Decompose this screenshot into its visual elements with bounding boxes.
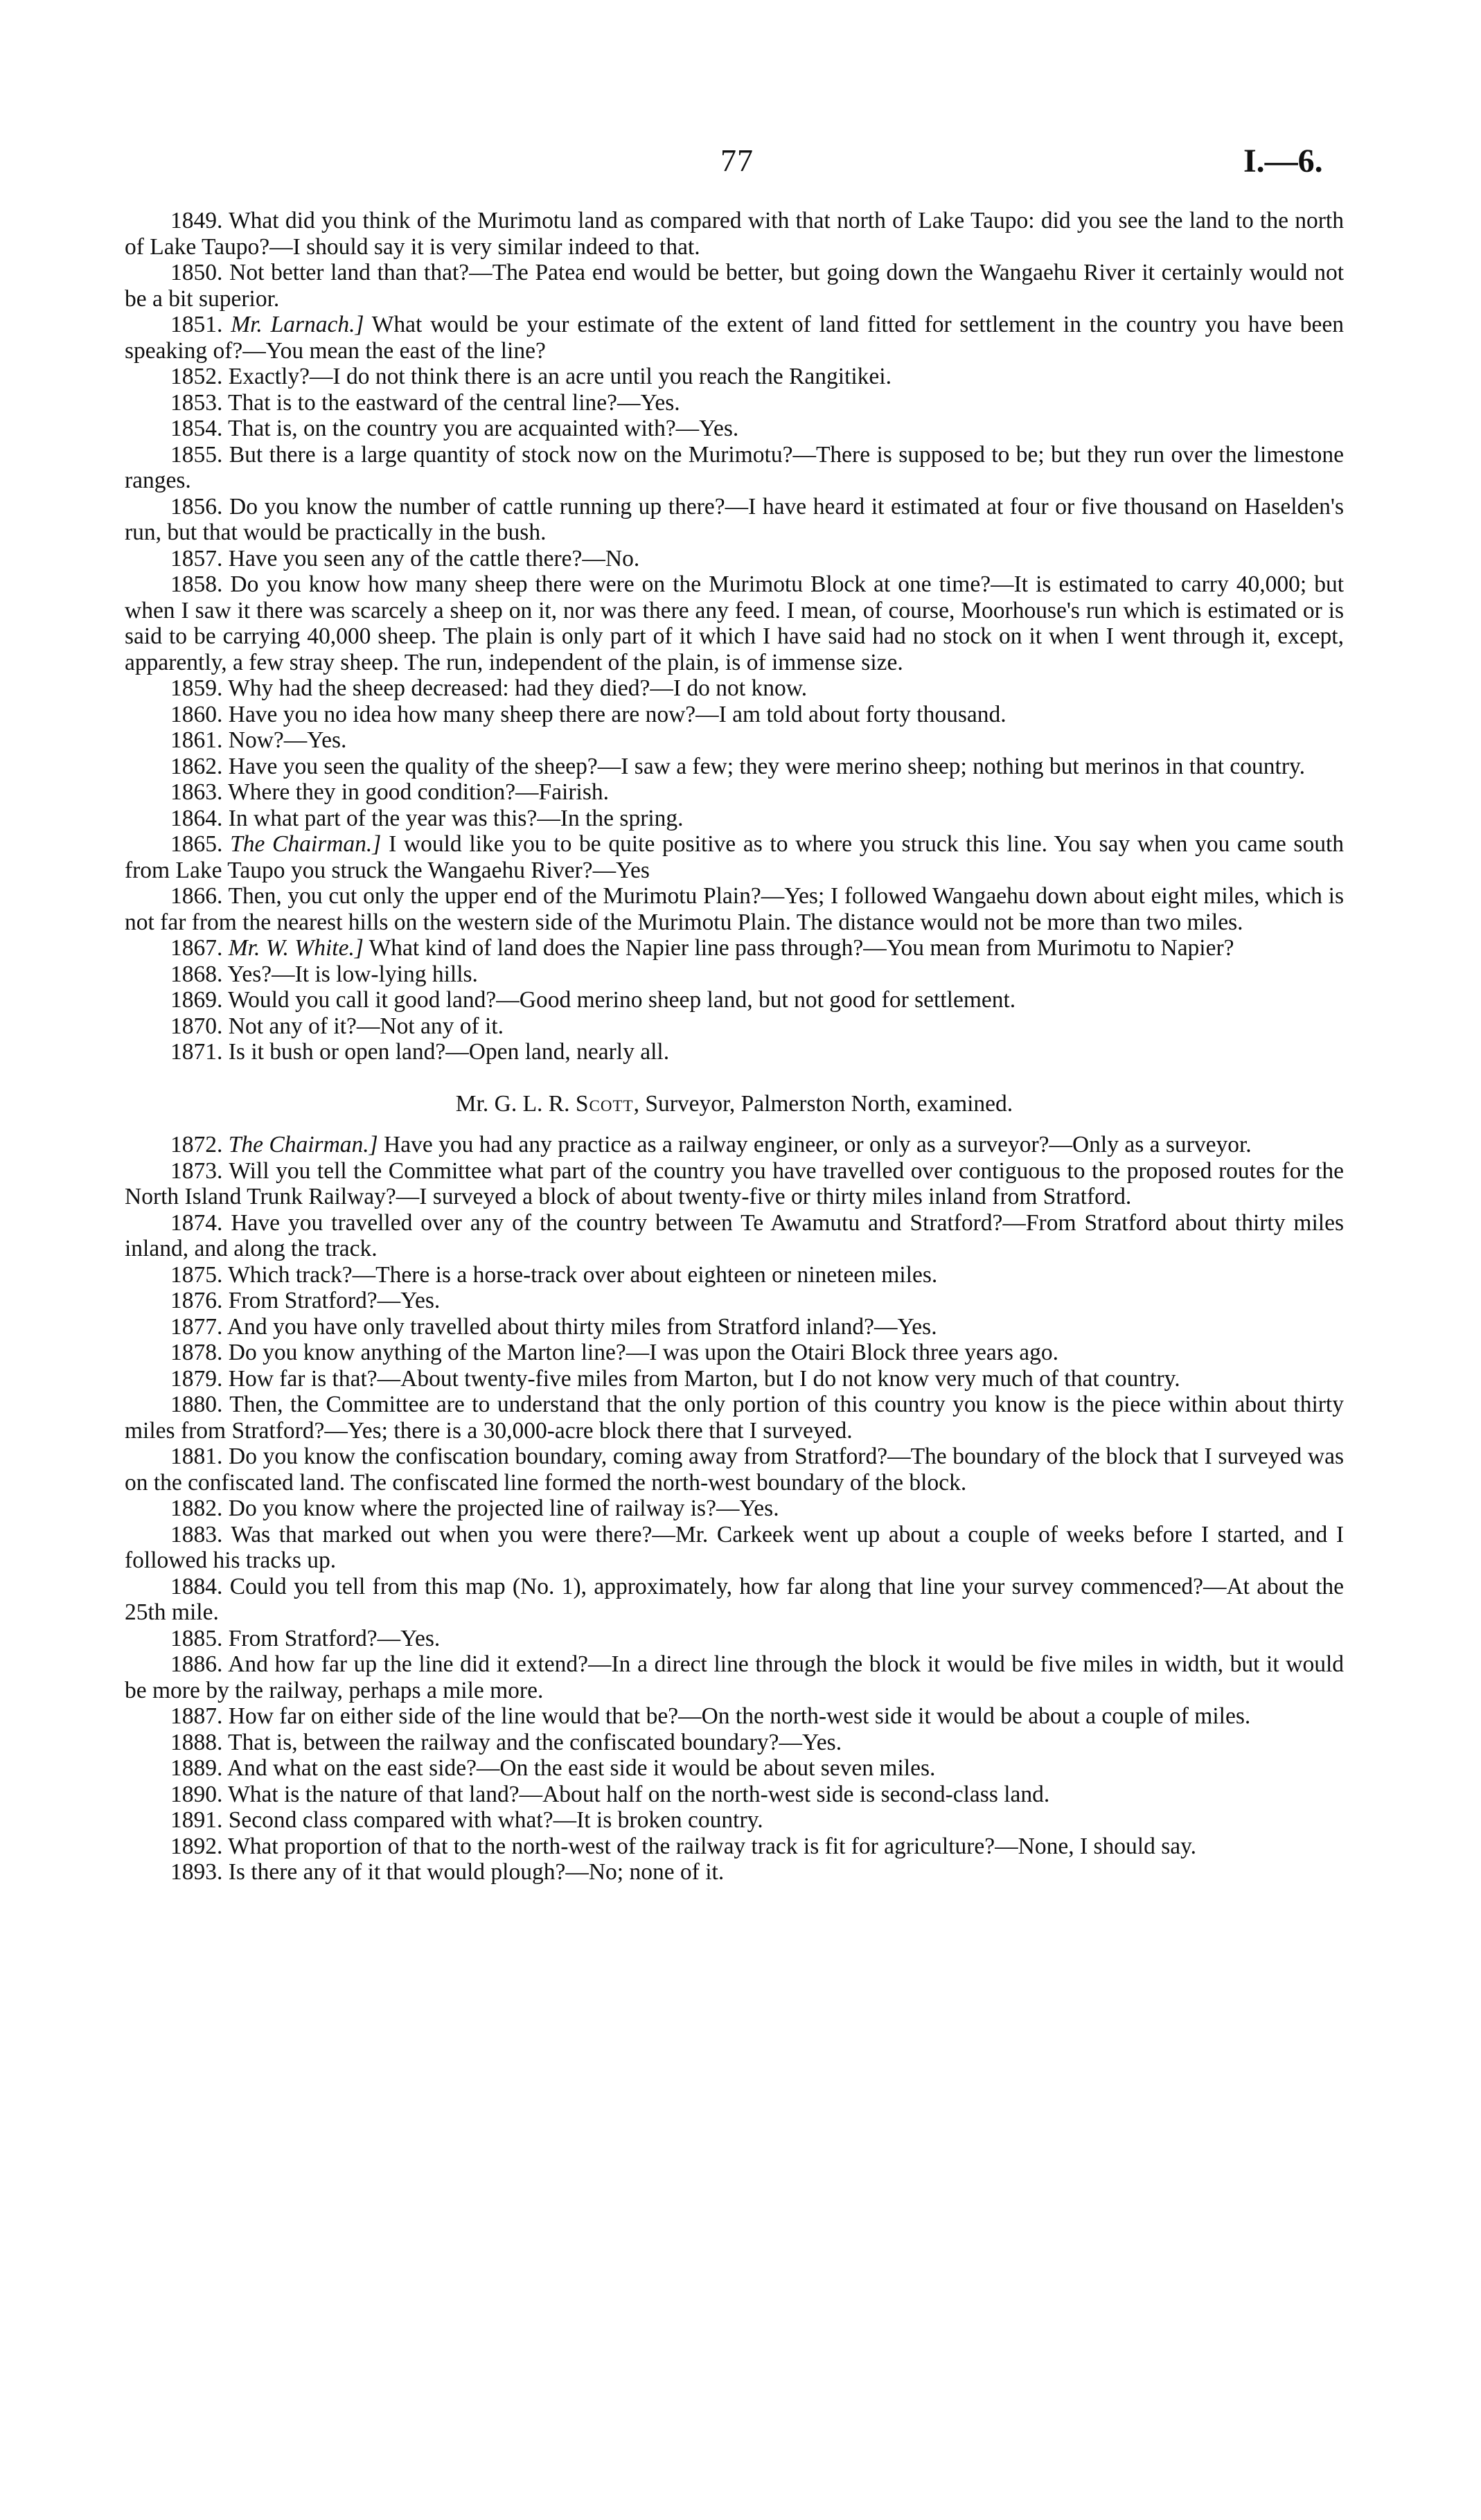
question-paragraph (125, 1314, 1344, 1340)
question-text: Do you know where the projected line of railway is?—Yes. (228, 1496, 779, 1521)
question-text: From Stratford?—Yes. (228, 1625, 441, 1651)
question-text: Now?—Yes. (228, 727, 347, 753)
question-text: That is to the eastward of the central line?—Yes. (228, 389, 680, 416)
question-number: 1884. (170, 1573, 223, 1599)
question-number: 1889. (170, 1755, 223, 1781)
witness-name: Scott (575, 1090, 634, 1117)
question-text: Have you travelled over any of the country between Te Awamutu and Stratford?—From Stratford about thirty miles inland, and along the track. (125, 1209, 1344, 1261)
question-text: Was that marked out when you were there?—Mr. Carkeek went up about a couple of weeks before I started, and I followed his tracks up. (125, 1521, 1344, 1573)
question-text: Do you know the confiscation boundary, coming away from Stratford?—The boundary of the block that I surveyed was on the confiscated land. The confiscated line formed the north-west boundary of the block. (125, 1444, 1345, 1496)
question-text: Is it bush or open land?—Open land, nearly all. (228, 1039, 670, 1065)
question-paragraph (125, 1496, 1344, 1522)
question-text: How far on either side of the line would that be?—On the north-west side it would be about a couple of miles. (228, 1703, 1251, 1729)
speaker-name: The Chairman.] (228, 1132, 378, 1157)
question-number: 1854. (170, 416, 223, 441)
question-number: 1887. (170, 1703, 223, 1729)
question-paragraph (125, 987, 1344, 1013)
witness-heading (125, 1091, 1344, 1117)
question-text: Have you seen any of the cattle there?—No. (228, 545, 640, 571)
question-number: 1867. (170, 935, 223, 961)
question-paragraph (125, 831, 1344, 883)
question-number: 1883. (170, 1521, 223, 1547)
witness-heading-suffix: , Surveyor, Palmerston North, examined. (633, 1090, 1013, 1117)
question-number: 1860. (170, 701, 223, 727)
question-number: 1879. (170, 1365, 223, 1392)
question-paragraph (125, 1392, 1344, 1444)
question-text: How far is that?—About twenty-five miles from Marton, but I do not know very much of that country. (228, 1365, 1180, 1392)
question-text: From Stratford?—Yes. (228, 1288, 441, 1313)
question-paragraph (125, 1782, 1344, 1808)
question-paragraph (125, 1013, 1344, 1040)
question-text: Have you seen the quality of the sheep?—I saw a few; they were merino sheep; nothing but merinos in that country. (228, 753, 1305, 779)
question-paragraph (125, 546, 1344, 572)
question-paragraph (125, 1626, 1344, 1652)
question-paragraph (125, 1444, 1344, 1496)
question-text: What would be your estimate of the extent of land fitted for settlement in the country you have been speaking of?—You mean the east of the line? (125, 312, 1344, 364)
question-number: 1877. (170, 1313, 223, 1340)
question-text: What did you think of the Murimotu land as compared with that north of Lake Taupo: did you see the land to the north of Lake Taupo?—I should say it is very similar indeed to that. (125, 208, 1344, 260)
question-number: 1870. (170, 1013, 223, 1039)
question-text: Have you no idea how many sheep there are now?—I am told about forty thousand. (228, 701, 1006, 727)
question-paragraph (125, 442, 1344, 494)
question-number: 1872. (170, 1132, 223, 1157)
question-paragraph (125, 1522, 1344, 1574)
question-text: Exactly?—I do not think there is an acre until you reach the Rangitikei. (228, 364, 892, 389)
question-text: Is there any of it that would plough?—No; none of it. (228, 1859, 725, 1885)
question-paragraph (125, 1132, 1344, 1158)
witness-heading-prefix: Mr. G. L. R. (455, 1090, 576, 1117)
question-number: 1851. (170, 312, 223, 337)
question-number: 1876. (170, 1288, 223, 1313)
question-number: 1893. (170, 1859, 223, 1885)
question-number: 1882. (170, 1496, 223, 1521)
question-number: 1859. (170, 675, 223, 701)
question-number: 1878. (170, 1340, 223, 1365)
question-paragraph (125, 961, 1344, 988)
question-text: And you have only travelled about thirty miles from Stratford inland?—Yes. (227, 1313, 937, 1340)
question-paragraph (125, 1703, 1344, 1730)
question-number: 1892. (170, 1833, 223, 1859)
question-paragraph (125, 1807, 1344, 1834)
question-text: Then, the Committee are to understand that the only portion of this country you know is the piece within about thirty miles from Stratford?—Yes; there is a 30,000-acre block there that I surveyed. (125, 1392, 1344, 1444)
question-paragraph (125, 571, 1344, 675)
question-text: Which track?—There is a horse-track over about eighteen or nineteen miles. (228, 1261, 938, 1288)
question-text: Where they in good condition?—Fairish. (228, 779, 609, 805)
question-number: 1855. (170, 441, 223, 468)
question-paragraph (125, 1834, 1344, 1860)
question-text: Will you tell the Committee what part of the country you have travelled over contiguous to the proposed routes for the North Island Trunk Railway?—I surveyed a block of about twenty-five or thirty miles inland from Stratford. (125, 1157, 1344, 1209)
question-number: 1886. (170, 1651, 223, 1677)
question-text: Yes?—It is low-lying hills. (227, 961, 478, 987)
question-paragraph (125, 1651, 1344, 1703)
question-paragraph (125, 806, 1344, 832)
question-paragraph (125, 208, 1344, 260)
question-text: Do you know anything of the Marton line?—I was upon the Otairi Block three years ago. (228, 1340, 1059, 1365)
question-text: Second class compared with what?—It is broken country. (228, 1807, 763, 1833)
question-paragraph (125, 1340, 1344, 1366)
question-paragraph (125, 702, 1344, 728)
question-text: But there is a large quantity of stock now on the Murimotu?—There is supposed to be; but they run over the limestone ranges. (125, 441, 1345, 493)
question-text: In what part of the year was this?—In the spring. (228, 805, 684, 831)
question-paragraph (125, 1574, 1344, 1626)
document-body (125, 208, 1344, 1885)
question-number: 1858. (170, 571, 223, 597)
question-number: 1875. (170, 1261, 223, 1288)
question-paragraph (125, 1755, 1344, 1782)
question-number: 1866. (170, 883, 223, 909)
question-number: 1869. (170, 987, 223, 1013)
question-text: Not any of it?—Not any of it. (228, 1013, 504, 1039)
question-text: And how far up the line did it extend?—In a direct line through the block it would be five miles in width, but it would be more by the railway, perhaps a mile more. (125, 1651, 1345, 1703)
question-number: 1861. (170, 727, 223, 753)
question-number: 1873. (170, 1157, 223, 1184)
question-number: 1891. (170, 1807, 223, 1833)
question-number: 1857. (170, 545, 223, 571)
question-paragraph (125, 1859, 1344, 1885)
question-number: 1850. (170, 260, 223, 285)
question-number: 1890. (170, 1781, 223, 1807)
question-paragraph (125, 1158, 1344, 1210)
question-text: What kind of land does the Napier line pass through?—You mean from Murimotu to Napier? (369, 935, 1234, 961)
question-paragraph (125, 312, 1344, 364)
question-paragraph (125, 727, 1344, 754)
question-text: Why had the sheep decreased: had they died?—I do not know. (228, 675, 808, 701)
question-number: 1865. (170, 831, 223, 857)
question-paragraph (125, 260, 1344, 312)
testimony-part-1 (125, 208, 1344, 1065)
page-number: 77 (720, 143, 754, 178)
question-number: 1862. (170, 753, 223, 779)
question-number: 1863. (170, 779, 223, 805)
question-number: 1868. (170, 961, 223, 987)
question-text: I would like you to be quite positive as to where you struck this line. You say when you came south from Lake Taupo you struck the Wangaehu River?—Yes (125, 831, 1345, 883)
question-number: 1856. (170, 493, 223, 520)
question-paragraph (125, 1039, 1344, 1065)
question-paragraph (125, 1262, 1344, 1288)
question-paragraph (125, 935, 1344, 961)
question-paragraph (125, 675, 1344, 702)
question-text: Would you call it good land?—Good merino sheep land, but not good for settlement. (228, 987, 1016, 1013)
question-text: Could you tell from this map (No. 1), approximately, how far along that line your survey commenced?—At about the 25th mile. (125, 1573, 1344, 1625)
question-number: 1871. (170, 1039, 223, 1065)
question-paragraph (125, 390, 1344, 416)
question-number: 1888. (170, 1729, 223, 1755)
question-text: That is, on the country you are acquainted with?—Yes. (228, 416, 739, 441)
question-text: Do you know the number of cattle running up there?—I have heard it estimated at four or five thousand on Haselden's run, but that would be practically in the bush. (125, 493, 1345, 545)
question-paragraph (125, 883, 1344, 935)
question-number: 1885. (170, 1625, 223, 1651)
question-text: Then, you cut only the upper end of the Murimotu Plain?—Yes; I followed Wangaehu down about eight miles, which is not far from the nearest hills on the western side of the Murimotu Plain. The distance would not be more than two miles. (125, 883, 1344, 935)
question-number: 1853. (170, 389, 223, 416)
question-paragraph (125, 1366, 1344, 1392)
question-text: What proportion of that to the north-west of the railway track is fit for agriculture?—None, I should say. (228, 1833, 1197, 1859)
question-number: 1881. (170, 1444, 223, 1469)
question-text: And what on the east side?—On the east side it would be about seven miles. (227, 1755, 936, 1781)
question-text: Do you know how many sheep there were on the Murimotu Block at one time?—It is estimated to carry 40,000; but when I saw it there was scarcely a sheep on it, nor was there any feed. I mean, of course, Moorhouse's run which is estimated or is said to be carrying 40,000 sheep. The plain is only part of it which I have said had no stock on it when I went through it, except, apparently, a few stray sheep. The run, independent of the plain, is of immense size. (125, 571, 1345, 675)
testimony-part-2 (125, 1132, 1344, 1885)
speaker-name: The Chairman.] (230, 831, 382, 857)
question-text: Have you had any practice as a railway engineer, or only as a surveyor?—Only as a surveyor. (384, 1132, 1252, 1157)
question-paragraph (125, 779, 1344, 806)
question-paragraph (125, 1210, 1344, 1262)
question-number: 1852. (170, 364, 223, 389)
question-text: Not better land than that?—The Patea end would be better, but going down the Wangaehu River it certainly would not be a bit superior. (125, 260, 1344, 312)
speaker-name: Mr. W. White.] (228, 935, 364, 961)
question-paragraph (125, 494, 1344, 546)
question-text: That is, between the railway and the confiscated boundary?—Yes. (228, 1729, 842, 1755)
question-number: 1874. (170, 1209, 223, 1236)
question-number: 1849. (170, 208, 223, 233)
question-number: 1880. (170, 1392, 223, 1417)
document-reference: I.—6. (1243, 143, 1323, 179)
question-paragraph (125, 754, 1344, 780)
question-paragraph (125, 1730, 1344, 1756)
question-paragraph (125, 1288, 1344, 1314)
question-number: 1864. (170, 805, 223, 831)
question-text: What is the nature of that land?—About half on the north-west side is second-class land. (228, 1781, 1050, 1807)
question-paragraph (125, 364, 1344, 390)
speaker-name: Mr. Larnach.] (231, 312, 364, 337)
question-paragraph (125, 416, 1344, 442)
